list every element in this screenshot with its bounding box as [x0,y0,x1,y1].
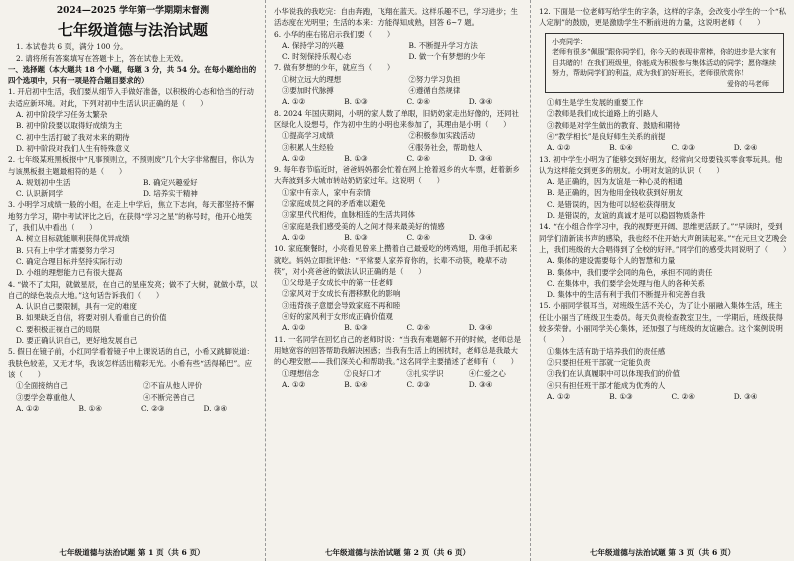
answer-choice: D. ③④ [468,97,493,107]
option: B. 是正确的，因为他用金钱收获到好朋友 [547,188,683,198]
answer-choice: C. ②④ [406,97,430,107]
question-6 [274,29,523,63]
option: B. 不断提升学习方法 [408,40,478,50]
option: B. 初中阶段要以取得好成绩为主 [16,121,123,131]
exam-note: 2. 请将所有答案填写在答题卡上，答在试卷上无效。 [16,53,188,63]
answer-choice: D. ③④ [468,153,493,163]
option: ③积累人生经验 [282,142,334,152]
option: ①集体生活有助于培养我们的责任感 [547,346,666,356]
option: ①理想信念 [282,368,319,378]
option: C. 要积极正视自己的局限 [16,324,100,334]
option: B. 确定兴趣爱好 [143,177,198,187]
letter-signature: 爱你的马老师 [727,79,769,88]
answer-choice: C. ②③ [141,403,165,413]
option: A. 集体的建设需要每个人的智慧和力量 [547,256,676,266]
option: ①全面接纳自己 [16,381,68,391]
answer-choice: C. ②③ [406,379,430,389]
option: ③教师是对学生做出的教育、鼓励和期待 [547,120,681,130]
option: ②只要担任班干部就一定能负责 [547,357,651,367]
option: A. 认识自己要限制，具有一定的难度 [16,302,137,312]
option: D. 是错误的，友谊的真诚才是可以稳固物质条件 [547,211,706,221]
option: ①父母是子女成长中的第一任老师 [282,278,393,288]
exam-title: 七年级道德与法治试题 [57,21,208,40]
answer-choice: D. ③④ [203,403,228,413]
option: A. 保持学习的兴趣 [282,40,344,50]
question-stem: 4. “做不了太阳，就做星辰，在自己的星座发亮；做不了大树，就做小草，以自己的绿色装点大地。”这句话告诉我们（ ） [8,279,258,300]
option: ③我们在认真履职中可以体现我们的价值 [547,369,681,379]
answer-choice: A. ①② [16,403,40,413]
answer-choice: C. ②④ [406,153,430,163]
exam-note: 1. 本试卷共 6 页，满分 100 分。 [16,42,128,52]
option: ③违背孩子意愿会导致家庭不再和睦 [282,300,401,310]
question-stem: 10. 家庭聚餐时，小亮看见曾来上攒着自己最爱吃的烤鸡翅，用他手抓起来就吃。妈妈立即批评他：“平常要人家养育你的，长辈不动筷，晚辈不动筷”，对小亮爸爸的做法认识正确的是（ ） [274,244,518,276]
answer-choice: A. ①② [547,391,571,401]
question-9 [274,164,523,243]
answer-choice: A. ①② [282,379,306,389]
option: ④不断完善自己 [143,392,195,402]
answer-choice: A. ①② [547,143,571,153]
answer-choice: A. ①② [282,97,306,107]
section-heading: 一、选择题（本大题共 18 个小题，每题 3 分，共 54 分。在每小题给出的四个选项中，只有一项是符合题目要求的） [8,64,257,86]
option: D. 初中阶段对我们人生有特殊意义 [16,143,130,153]
answer-choice: B. ①④ [344,379,368,389]
answer-choice: A. ①② [282,323,306,333]
exam-header: 2024—2025 学年第一学期期末督测 [56,6,210,16]
question-stem: 12. 下面是一位老师写给学生的字条，这样的字条，会改变小学生的一个“私人定制”的鼓励，更是激励学生不断前进的力量，这说明老师（ ） [539,7,786,28]
answer-choice: D. ③④ [468,379,493,389]
question-3 [8,199,258,278]
question-stem: 15. 小丽同学很耳当，对班级生活不关心，为了让小丽融入集体生活，班主任让小丽当了班级卫生委员。每天负责检查教室卫生，一学期后，班级获得较多荣誉。小丽同学关心集体，还加强了与班级的友谊融合。这个案例说明（ ） [539,301,783,345]
reading-intro: 小华说我的我吃完：自由奔跑，飞翔在蓝天。这样乐趣不已，学习进步；生活态度在光明里；生活的本来：方能得知成熟，回答 6~7 题。 [274,7,518,28]
option: ③扎实学识 [406,368,444,378]
option: ②良好口才 [344,368,382,378]
question-2 [8,154,258,199]
question-4 [8,279,258,347]
question-stem: 14. “在小组合作学习中，我的视野更开阔、思维更活跃了。”“早读时，受到同学们清新读书声的感染，我也经不住开始大声朗读起来。”“在元旦文艺晚会上，我们班级的大合唱得到了全校的好评。”同学们的感受共同说明了（ ） [539,222,791,254]
answer-choice: D. ③④ [468,232,493,242]
option: ①师生是学生发展的重要工作 [547,98,644,108]
option: A. 是正确的，因为友谊是一种心灵的相通 [547,177,683,187]
answer-choice: A. ①② [282,232,306,242]
option: C. 确定合理目标并坚持实际行动 [16,256,123,266]
question-stem: 11. 一名同学在回忆自己的老师时说：“当我有难题解不开的时候，老师总是用她宽容的回答帮助我解决困惑；当我有生活上的困扰时，老师总是我最大的心理安慰——我们深关心和帮助我。”这名同学主要描述了老师有（ ） [274,334,521,367]
answer-choice: D. ③④ [468,323,493,333]
option: A. 树立目标就能顺利获得优异成绩 [16,234,130,244]
question-stem: 3. 小明学习成绩一般的小组，在走上中学后，焦立下志向，每天都坚持不懈地努力学习，期中考试评比之后，在获得“学习之星”的称号时，他开心地笑了，我们从中看出（ ） [8,200,254,233]
answer-choice: B. ①④ [609,143,633,153]
question-stem: 5. 假日在镜子前，小红同学看着镜子中上课说话的自己，小希又跳脚说道：我肤色较差，又无才华，我该怎样活出精彩无光。小希有些“活得稀巴”。应该（ ） [8,347,254,379]
option: ①树立远大的理想 [282,74,342,84]
question-1 [8,86,258,154]
answer-choice: B. ①④ [78,403,102,413]
question-stem: 2. 七年级某班黑板报中“凡事预则立，不预则废”几个大字非常醒目，你认为与该黑板报主题最相符的是（ ） [8,155,255,176]
question-8 [274,108,523,164]
question-stem: 7. 做有梦想的少年，就应当（ ） [274,63,395,73]
option: D. 要正确认识自己，更好地发展自己 [16,336,138,346]
option: D. 集体中的生活有利于我们不断提升和完善自我 [547,290,706,300]
option: ④遵循自然规律 [408,86,461,96]
option: C. 是错误的，因为他可以轻松获得朋友 [547,199,676,209]
question-11 [274,334,523,390]
answer-choice: B. ①③ [344,323,368,333]
option: ④服务社会，帮助他人 [408,142,483,152]
option: ②努力学习负担 [408,74,461,84]
page-footer: 七年级道德与法治试题 第 2 页（共 6 页） [324,547,471,557]
option: ④“教学相长”是良好师生关系的前提 [547,131,666,141]
option: ②积极参加实践活动 [408,131,476,141]
question-stem: 1. 开启初中生活，我们要从细节入手做好准备，以积极的心态和恰当的行动去适应新环境。对此，下列对初中生活认识正确的是（ ） [8,87,254,108]
question-14 [539,221,791,300]
option: B. 集体中，我们要学会同的角色，承担不同的责任 [547,267,713,277]
option: B. 如果缺乏自信，将要对别人看重自己的价值 [16,313,167,323]
exam-page-1 [0,0,264,561]
question-7 [274,62,523,107]
option: B. 只有上中学才需要努力学习 [16,245,115,255]
answer-choice: D. ②④ [733,143,758,153]
answer-choice: A. ①② [282,153,306,163]
answer-choice: C. ②④ [406,323,430,333]
answer-choice: B. ①③ [344,153,368,163]
question-5 [8,346,258,414]
answer-choice: C. ②④ [671,391,695,401]
letter-body: 老师有很多“佩服”跟你同学们，你今天的表现非常棒，你的进步是大家有目共睹的！在我们班级里，你能成为积极参与集体活动的同学；愿你继续努力，帮助同学们的利益，成为我们的好班长，老师很欣赏你！ [552,48,777,78]
option: ④只有担任班干部才能成为优秀的人 [547,380,666,390]
option: ③要加时代脉搏 [282,86,334,96]
question-stem: 13. 初中学生小明为了能够交到好朋友，经常向父母要钱买零食零玩具。他认为这样能交到更多的朋友。小明对友谊的认识（ ） [539,154,783,175]
option: ①家中有亲人，家中有亲情 [282,187,371,197]
option: C. 在集体中，我们要学会处理与他人的各种关系 [547,278,705,288]
exam-page-3 [530,0,794,561]
question-13 [539,154,788,222]
answer-choice: C. ②④ [406,232,430,242]
option: ③要学会尊重他人 [16,392,76,402]
option: ③家里代代相传，血脉相连的生活共同体 [282,210,416,220]
question-stem: 9. 每年春节临近时，爸爸妈妈都会忙着在网上抢着返乡的火车票，赶着新乡大奔波到多大城市转站奶奶家过年。这说明（ ） [274,165,520,186]
option: ②教师是我们成长道路上的引路人 [547,109,658,119]
answer-choice: D. ③④ [733,391,758,401]
option: ②家风对于女成长有潜移默化的影响 [282,289,401,299]
page-footer: 七年级道德与法治试题 第 3 页（共 6 页） [589,547,736,557]
option: ④好的家风利于女形成正确价值观 [282,312,393,322]
answer-choice: B. ①③ [609,391,633,401]
answer-choice: B. ①③ [344,232,368,242]
answer-choice: C. ②③ [671,143,695,153]
question-stem: 8. 2024 年国庆期间，小明的家人数了单眼，旧奶奶家走出好像的，还同社区绿化人设想号，作为初中生的小明也来参加了，其理由是小明（ ） [274,108,519,129]
option: C. 认识新同学 [16,189,64,199]
option: A. 规划初中生活 [16,177,71,187]
answer-choice: B. ①③ [344,97,368,107]
option: ②家庭成员之间的矛盾难以避免 [282,199,386,209]
option: D. 做一个有梦想的少年 [408,52,486,62]
option: ④家庭是我们感受美的人之间才得来最美好的情感 [282,221,445,231]
exam-page-2 [265,0,529,561]
page-footer: 七年级道德与法治试题 第 1 页（共 6 页） [59,547,205,557]
option: C. 时刻保持乐观心态 [282,52,352,62]
question-stem: 6. 小华的座右铭启示我们要（ ） [274,29,395,39]
option: C. 初中生活打破了我对未来的期待 [16,132,130,142]
option: D. 培养实干精神 [143,189,198,199]
letter-greeting: 小亮同学： [552,37,587,46]
question-12 [539,6,788,154]
teacher-letter-box [545,33,784,94]
question-10 [274,243,523,333]
option: ①提高学习成绩 [282,131,334,141]
option: A. 初中阶段学习任务太繁杂 [16,110,108,120]
option: D. 小组的理想能力已有很大提高 [16,268,123,278]
option: ②不盲从他人评价 [143,381,203,391]
question-15 [539,300,788,402]
option: ④仁爱之心 [468,368,506,378]
